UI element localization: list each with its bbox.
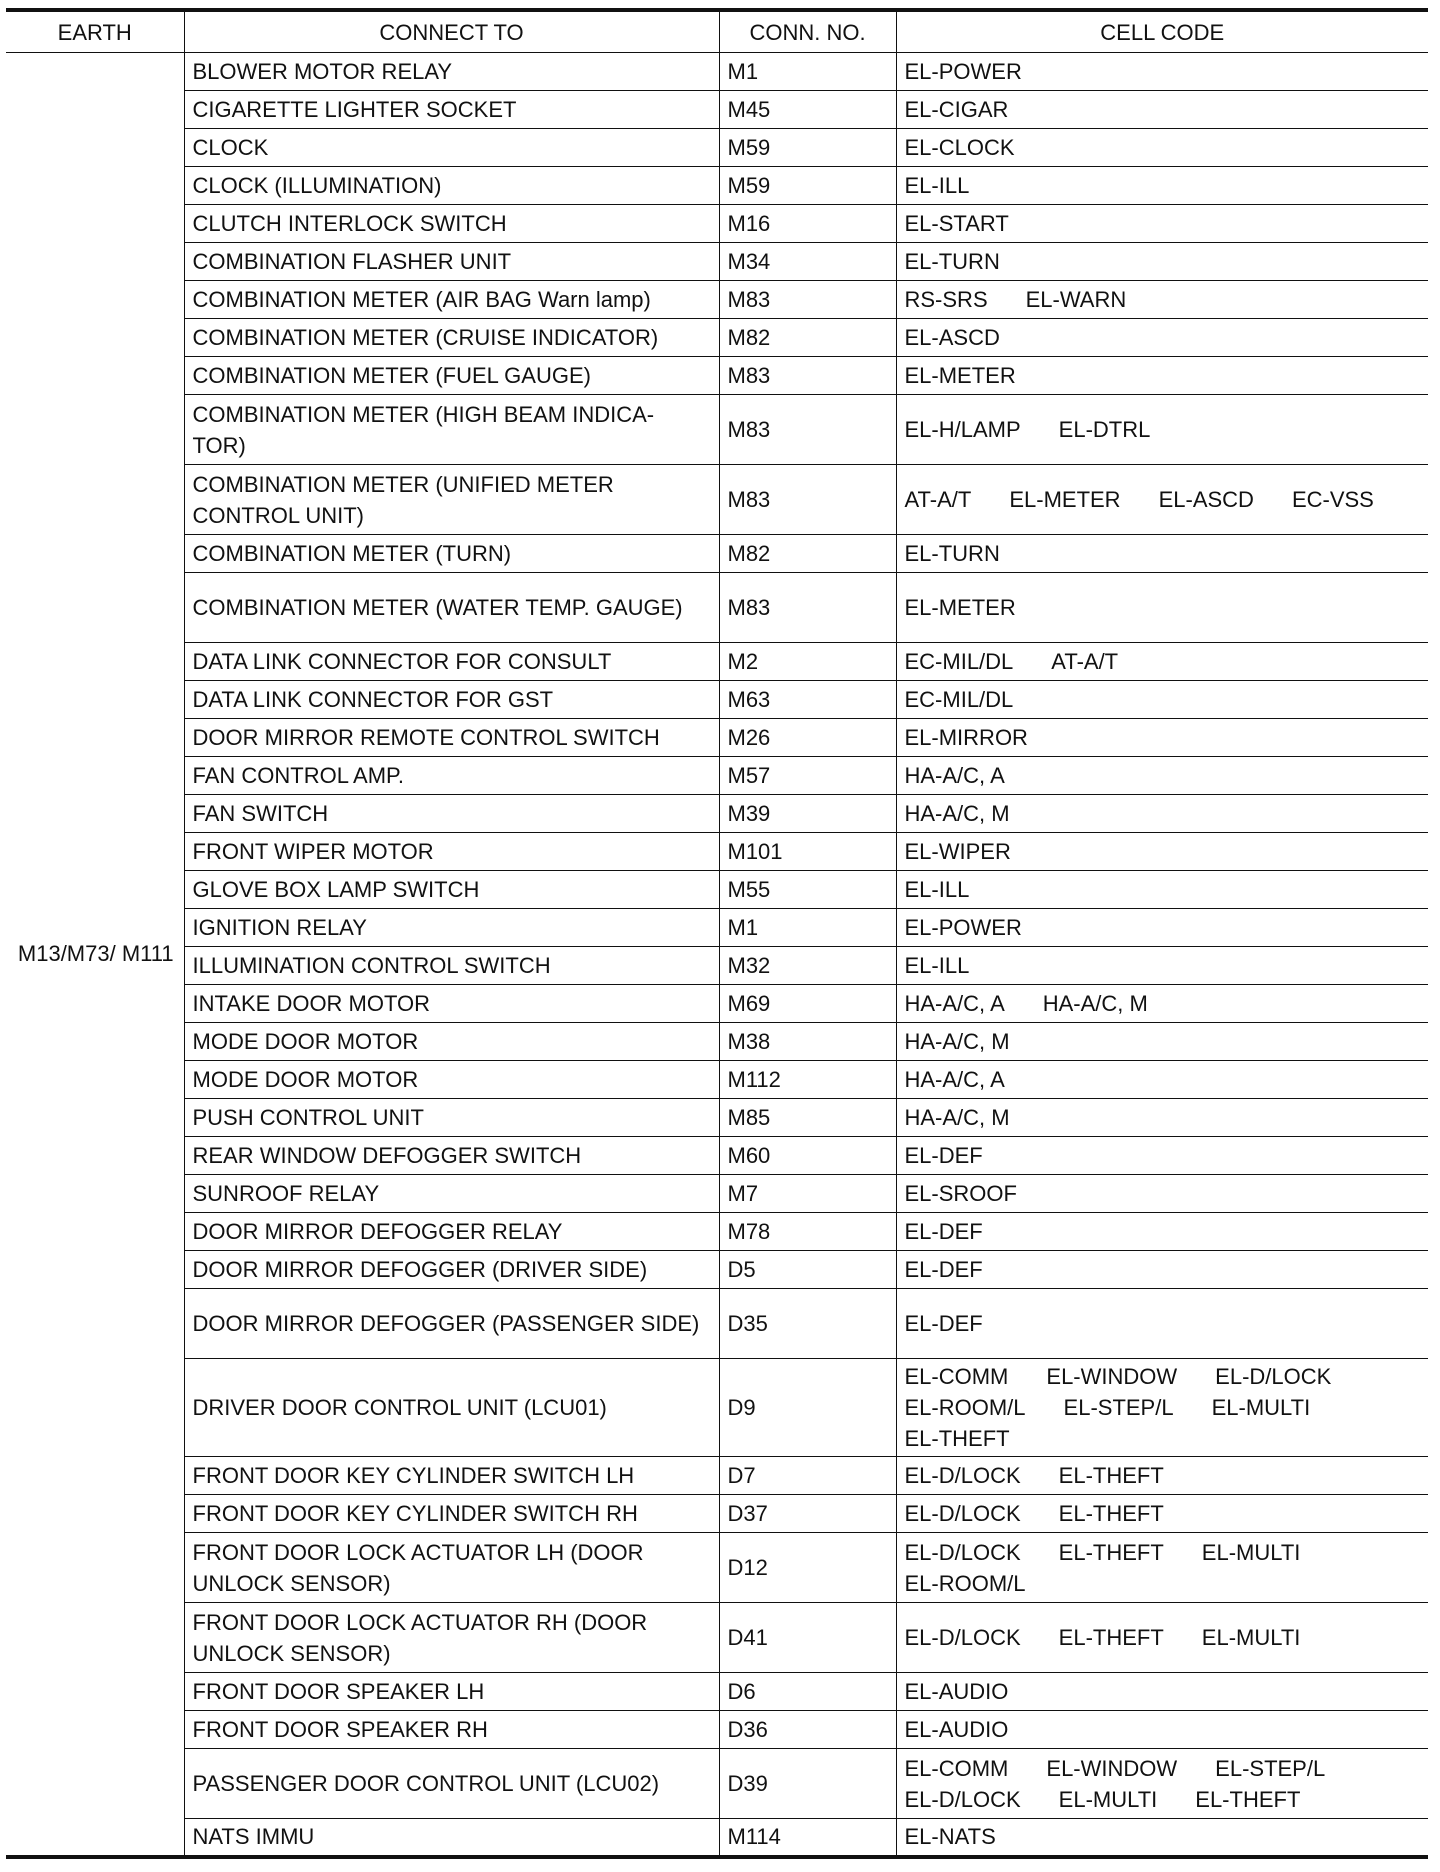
cell-code-list	[905, 246, 1423, 277]
cell-code-cell	[896, 1673, 1428, 1711]
cell-code: EL-CLOCK	[904, 135, 1015, 160]
cell-code: EL-D/LOCK	[1215, 1364, 1332, 1389]
cell-code-cell	[896, 1137, 1428, 1175]
table-row	[6, 281, 1428, 319]
cell-code-list	[905, 1498, 1423, 1529]
conn-no-cell: M63	[719, 681, 896, 719]
cell-code: EL-H/LAMP	[904, 417, 1021, 442]
connect-to-cell: CLUTCH INTERLOCK SWITCH	[184, 205, 719, 243]
conn-no-cell: M45	[719, 91, 896, 129]
connect-to-cell: MODE DOOR MOTOR	[184, 1061, 719, 1099]
cell-code-list	[905, 1676, 1423, 1707]
table-row	[6, 395, 1428, 465]
cell-code-cell	[896, 1213, 1428, 1251]
connect-to-cell: FAN CONTROL AMP.	[184, 757, 719, 795]
table-row	[6, 985, 1428, 1023]
cell-code-cell	[896, 319, 1428, 357]
conn-no-cell: M16	[719, 205, 896, 243]
cell-code-list	[905, 760, 1423, 791]
table-row	[6, 129, 1428, 167]
conn-no-cell: M38	[719, 1023, 896, 1061]
cell-code-list	[905, 484, 1423, 515]
connect-to-cell: REAR WINDOW DEFOGGER SWITCH	[184, 1137, 719, 1175]
connect-to-cell: COMBINATION METER (AIR BAG Warn lamp)	[184, 281, 719, 319]
cell-code: AT-A/T	[904, 487, 972, 512]
header-earth: EARTH	[6, 10, 184, 53]
table-row	[6, 833, 1428, 871]
conn-no-cell: M83	[719, 395, 896, 465]
conn-no-cell: D41	[719, 1603, 896, 1673]
cell-code-cell	[896, 357, 1428, 395]
table-row	[6, 1603, 1428, 1673]
cell-code-cell	[896, 643, 1428, 681]
table-row	[6, 357, 1428, 395]
cell-code-list	[905, 950, 1423, 981]
connect-to-cell: GLOVE BOX LAMP SWITCH	[184, 871, 719, 909]
cell-code: EL-D/LOCK	[904, 1501, 1021, 1526]
cell-code-cell	[896, 1359, 1428, 1457]
cell-code: EL-MIRROR	[904, 725, 1028, 750]
table-row	[6, 1457, 1428, 1495]
cell-code: EL-THEFT	[1058, 1539, 1164, 1565]
header-row	[6, 10, 1428, 53]
cell-code: EL-WINDOW	[1046, 1364, 1178, 1389]
cell-code-list	[905, 1026, 1423, 1057]
table-row	[6, 1533, 1428, 1603]
cell-code-cell	[896, 1175, 1428, 1213]
cell-code: EL-THEFT	[1058, 1625, 1164, 1650]
cell-code: EL-TURN	[904, 541, 1000, 566]
cell-code: EL-MULTI	[1201, 1539, 1301, 1565]
connect-to-cell: INTAKE DOOR MOTOR	[184, 985, 719, 1023]
cell-code: AT-A/T	[1051, 649, 1119, 674]
connect-to-cell: COMBINATION METER (CRUISE INDICATOR)	[184, 319, 719, 357]
table-row	[6, 1023, 1428, 1061]
cell-code: EL-DEF	[904, 1143, 983, 1168]
cell-code: EL-POWER	[904, 59, 1022, 84]
cell-code-cell	[896, 909, 1428, 947]
connect-to-cell: FAN SWITCH	[184, 795, 719, 833]
cell-code-list	[905, 1064, 1423, 1095]
cell-code-list	[905, 646, 1423, 677]
cell-code: EL-AUDIO	[904, 1679, 1009, 1704]
cell-code: EL-ASCD	[1158, 487, 1254, 512]
connect-to-cell: COMBINATION FLASHER UNIT	[184, 243, 719, 281]
cell-code: EL-WARN	[1025, 287, 1127, 312]
cell-code-list	[905, 836, 1423, 867]
cell-code-cell	[896, 947, 1428, 985]
cell-code-cell	[896, 833, 1428, 871]
cell-code-list	[905, 538, 1423, 569]
cell-code: EC-MIL/DL	[904, 687, 1014, 712]
cell-code-cell	[896, 573, 1428, 643]
cell-code-list	[905, 1753, 1423, 1815]
connect-to-cell: DOOR MIRROR DEFOGGER (DRIVER SIDE)	[184, 1251, 719, 1289]
connect-to-cell: MODE DOOR MOTOR	[184, 1023, 719, 1061]
cell-code-cell	[896, 535, 1428, 573]
table-row	[6, 167, 1428, 205]
cell-code-cell	[896, 465, 1428, 535]
cell-code: EL-AUDIO	[904, 1717, 1009, 1742]
connect-to-cell: COMBINATION METER (FUEL GAUGE)	[184, 357, 719, 395]
cell-code: EC-MIL/DL	[904, 649, 1014, 674]
header-cell-code: CELL CODE	[896, 10, 1428, 53]
cell-code: EL-METER	[904, 363, 1016, 388]
table-row	[6, 1251, 1428, 1289]
cell-code-list	[905, 988, 1423, 1019]
cell-code: EL-DTRL	[1058, 417, 1151, 442]
table-row	[6, 1099, 1428, 1137]
cell-code-list	[905, 1254, 1423, 1285]
cell-code: EL-WIPER	[904, 839, 1011, 864]
table-row	[6, 535, 1428, 573]
conn-no-cell: D37	[719, 1495, 896, 1533]
cell-code: HA-A/C, A	[904, 991, 1005, 1016]
cell-code-cell	[896, 1457, 1428, 1495]
cell-code: EL-STEP/L	[1063, 1395, 1174, 1420]
conn-no-cell: M32	[719, 947, 896, 985]
connect-to-cell: COMBINATION METER (WATER TEMP. GAUGE)	[184, 573, 719, 643]
cell-code-cell	[896, 1099, 1428, 1137]
conn-no-cell: D35	[719, 1289, 896, 1359]
conn-no-cell: M69	[719, 985, 896, 1023]
table-row	[6, 465, 1428, 535]
connect-to-cell: FRONT DOOR LOCK ACTUATOR LH (DOOR UNLOCK SENSOR)	[184, 1533, 719, 1603]
cell-code: HA-A/C, M	[904, 1105, 1010, 1130]
cell-code-list	[905, 1361, 1423, 1454]
cell-code: EC-VSS	[1291, 487, 1374, 512]
conn-no-cell: M83	[719, 281, 896, 319]
connect-to-cell: SUNROOF RELAY	[184, 1175, 719, 1213]
table-row	[6, 243, 1428, 281]
cell-code: HA-A/C, A	[904, 1067, 1005, 1092]
table-row	[6, 205, 1428, 243]
cell-code: EL-CIGAR	[904, 97, 1009, 122]
conn-no-cell: M59	[719, 167, 896, 205]
cell-code-list	[905, 1216, 1423, 1247]
earth-cell: M13/M73/ M111	[6, 53, 184, 1857]
cell-code-list	[905, 1537, 1423, 1599]
table-row	[6, 319, 1428, 357]
table-row	[6, 871, 1428, 909]
cell-code-cell	[896, 1533, 1428, 1603]
cell-code: EL-ROOM/L	[904, 1395, 1026, 1420]
cell-code-cell	[896, 205, 1428, 243]
connect-to-cell: CLOCK	[184, 129, 719, 167]
table-row	[6, 909, 1428, 947]
connect-to-cell: FRONT DOOR LOCK ACTUATOR RH (DOOR UNLOCK SENSOR)	[184, 1603, 719, 1673]
cell-code: EL-METER	[904, 595, 1016, 620]
cell-code: EL-NATS	[904, 1824, 996, 1850]
table-row	[6, 1061, 1428, 1099]
cell-code: EL-METER	[1009, 487, 1121, 512]
conn-no-cell: M60	[719, 1137, 896, 1175]
conn-no-cell: M78	[719, 1213, 896, 1251]
cell-code-list	[905, 1178, 1423, 1209]
cell-code: EL-MULTI	[1211, 1395, 1311, 1420]
table-row	[6, 1289, 1428, 1359]
conn-no-cell: M7	[719, 1175, 896, 1213]
cell-code: EL-DEF	[904, 1257, 983, 1282]
conn-no-cell: M1	[719, 909, 896, 947]
cell-code: HA-A/C, A	[904, 763, 1005, 788]
cell-code: EL-D/LOCK	[904, 1625, 1021, 1650]
table-row	[6, 1711, 1428, 1749]
cell-code-list	[905, 1102, 1423, 1133]
cell-code-list	[905, 798, 1423, 829]
conn-no-cell: D5	[719, 1251, 896, 1289]
cell-code-list	[905, 592, 1423, 623]
connect-to-cell: PUSH CONTROL UNIT	[184, 1099, 719, 1137]
table-row	[6, 91, 1428, 129]
cell-code: EL-DEF	[904, 1219, 983, 1244]
connect-to-cell: FRONT DOOR KEY CYLINDER SWITCH LH	[184, 1457, 719, 1495]
cell-code-cell	[896, 795, 1428, 833]
conn-no-cell: M26	[719, 719, 896, 757]
cell-code: HA-A/C, M	[904, 1029, 1010, 1054]
cell-code-cell	[896, 1289, 1428, 1359]
table-row	[6, 1819, 1428, 1857]
cell-code-cell	[896, 1023, 1428, 1061]
table-row	[6, 947, 1428, 985]
cell-code-list	[905, 322, 1423, 353]
cell-code-list	[905, 284, 1423, 315]
conn-no-cell: M82	[719, 535, 896, 573]
cell-code: EL-WINDOW	[1046, 1755, 1178, 1781]
cell-code-cell	[896, 871, 1428, 909]
cell-code-list	[905, 912, 1423, 943]
table-row	[6, 643, 1428, 681]
connect-to-cell: DOOR MIRROR DEFOGGER (PASSENGER SIDE)	[184, 1289, 719, 1359]
table-row	[6, 795, 1428, 833]
cell-code-list	[905, 1714, 1423, 1745]
cell-code-cell	[896, 1749, 1428, 1819]
cell-code: EL-STEP/L	[1215, 1755, 1326, 1781]
connect-to-cell: ILLUMINATION CONTROL SWITCH	[184, 947, 719, 985]
cell-code: EL-MULTI	[1058, 1786, 1158, 1812]
cell-code-cell	[896, 1603, 1428, 1673]
connect-to-cell: CIGARETTE LIGHTER SOCKET	[184, 91, 719, 129]
table-row	[6, 1749, 1428, 1819]
table-row	[6, 1359, 1428, 1457]
cell-code-list	[905, 874, 1423, 905]
conn-no-cell: M34	[719, 243, 896, 281]
table-row	[6, 1495, 1428, 1533]
conn-no-cell: M2	[719, 643, 896, 681]
cell-code-list	[905, 1821, 1423, 1852]
cell-code-cell	[896, 281, 1428, 319]
conn-no-cell: D7	[719, 1457, 896, 1495]
conn-no-cell: M114	[719, 1819, 896, 1857]
cell-code-list	[905, 1622, 1423, 1653]
conn-no-cell: M83	[719, 357, 896, 395]
cell-code-list	[905, 1140, 1423, 1171]
cell-code-cell	[896, 243, 1428, 281]
cell-code: EL-ILL	[904, 877, 970, 902]
cell-code-list	[905, 360, 1423, 391]
cell-code: HA-A/C, M	[904, 801, 1010, 826]
cell-code: EL-D/LOCK	[904, 1539, 1021, 1565]
cell-code: EL-DEF	[904, 1311, 983, 1336]
connect-to-cell: DATA LINK CONNECTOR FOR GST	[184, 681, 719, 719]
cell-code: EL-ASCD	[904, 325, 1000, 350]
cell-code-cell	[896, 91, 1428, 129]
table-row	[6, 1673, 1428, 1711]
connect-to-cell: PASSENGER DOOR CONTROL UNIT (LCU02)	[184, 1749, 719, 1819]
cell-code-cell	[896, 757, 1428, 795]
connect-to-cell: COMBINATION METER (HIGH BEAM INDICA- TOR)	[184, 395, 719, 465]
table-row	[6, 1213, 1428, 1251]
cell-code-cell	[896, 53, 1428, 91]
header-conn-no: CONN. NO.	[719, 10, 896, 53]
conn-no-cell: D36	[719, 1711, 896, 1749]
conn-no-cell: M59	[719, 129, 896, 167]
cell-code-list	[905, 56, 1423, 87]
conn-no-cell: D6	[719, 1673, 896, 1711]
conn-no-cell: D12	[719, 1533, 896, 1603]
cell-code-cell	[896, 719, 1428, 757]
cell-code-cell	[896, 167, 1428, 205]
cell-code: EL-START	[904, 211, 1009, 236]
connect-to-cell: DRIVER DOOR CONTROL UNIT (LCU01)	[184, 1359, 719, 1457]
connect-to-cell: FRONT WIPER MOTOR	[184, 833, 719, 871]
cell-code: RS-SRS	[904, 287, 988, 312]
cell-code-list	[905, 722, 1423, 753]
connect-to-cell: COMBINATION METER (TURN)	[184, 535, 719, 573]
cell-code: EL-MULTI	[1201, 1625, 1301, 1650]
cell-code: EL-THEFT	[1195, 1786, 1301, 1812]
table-body	[6, 53, 1428, 1857]
connect-to-cell: CLOCK (ILLUMINATION)	[184, 167, 719, 205]
cell-code-cell	[896, 1251, 1428, 1289]
conn-no-cell: M1	[719, 53, 896, 91]
connect-to-cell: DOOR MIRROR REMOTE CONTROL SWITCH	[184, 719, 719, 757]
conn-no-cell: M101	[719, 833, 896, 871]
connect-to-cell: BLOWER MOTOR RELAY	[184, 53, 719, 91]
cell-code-list	[905, 414, 1423, 445]
cell-code: EL-POWER	[904, 915, 1022, 940]
table-row	[6, 53, 1428, 91]
connect-to-cell: FRONT DOOR KEY CYLINDER SWITCH RH	[184, 1495, 719, 1533]
cell-code-cell	[896, 1711, 1428, 1749]
table-row	[6, 1137, 1428, 1175]
conn-no-cell: M112	[719, 1061, 896, 1099]
cell-code: EL-COMM	[904, 1755, 1009, 1781]
earth-connection-table	[6, 8, 1428, 1859]
cell-code: EL-THEFT	[1058, 1463, 1164, 1488]
table-row	[6, 681, 1428, 719]
connect-to-cell: COMBINATION METER (UNIFIED METER CONTROL UNIT)	[184, 465, 719, 535]
table-row	[6, 719, 1428, 757]
connect-to-cell: NATS IMMU	[184, 1819, 719, 1857]
cell-code: EL-COMM	[904, 1364, 1009, 1389]
cell-code-list	[905, 170, 1423, 201]
table-row	[6, 573, 1428, 643]
cell-code: EL-ROOM/L	[904, 1570, 1026, 1596]
cell-code-cell	[896, 395, 1428, 465]
cell-code-cell	[896, 1495, 1428, 1533]
conn-no-cell: M82	[719, 319, 896, 357]
conn-no-cell: M83	[719, 465, 896, 535]
cell-code: EL-THEFT	[1058, 1501, 1164, 1526]
table-row	[6, 1175, 1428, 1213]
cell-code: EL-ILL	[904, 173, 970, 198]
cell-code-list	[905, 132, 1423, 163]
conn-no-cell: D9	[719, 1359, 896, 1457]
cell-code-list	[905, 94, 1423, 125]
conn-no-cell: M83	[719, 573, 896, 643]
conn-no-cell: M39	[719, 795, 896, 833]
cell-code-cell	[896, 681, 1428, 719]
cell-code: EL-THEFT	[904, 1426, 1010, 1451]
connect-to-cell: DOOR MIRROR DEFOGGER RELAY	[184, 1213, 719, 1251]
cell-code: EL-TURN	[904, 249, 1000, 274]
cell-code-cell	[896, 1061, 1428, 1099]
connect-to-cell: IGNITION RELAY	[184, 909, 719, 947]
cell-code-cell	[896, 129, 1428, 167]
cell-code-cell	[896, 985, 1428, 1023]
cell-code-list	[905, 208, 1423, 239]
conn-no-cell: M57	[719, 757, 896, 795]
connect-to-cell: FRONT DOOR SPEAKER RH	[184, 1711, 719, 1749]
cell-code: EL-SROOF	[904, 1181, 1017, 1206]
cell-code-list	[905, 1460, 1423, 1491]
conn-no-cell: M55	[719, 871, 896, 909]
header-connect-to: CONNECT TO	[184, 10, 719, 53]
conn-no-cell: D39	[719, 1749, 896, 1819]
cell-code: EL-ILL	[904, 953, 970, 978]
cell-code: EL-D/LOCK	[904, 1463, 1021, 1488]
connect-to-cell: DATA LINK CONNECTOR FOR CONSULT	[184, 643, 719, 681]
conn-no-cell: M85	[719, 1099, 896, 1137]
cell-code: EL-D/LOCK	[904, 1786, 1021, 1812]
cell-code-cell	[896, 1819, 1428, 1857]
cell-code-list	[905, 1308, 1423, 1339]
table-row	[6, 757, 1428, 795]
connect-to-cell: FRONT DOOR SPEAKER LH	[184, 1673, 719, 1711]
cell-code-list	[905, 684, 1423, 715]
cell-code: HA-A/C, M	[1042, 991, 1148, 1016]
